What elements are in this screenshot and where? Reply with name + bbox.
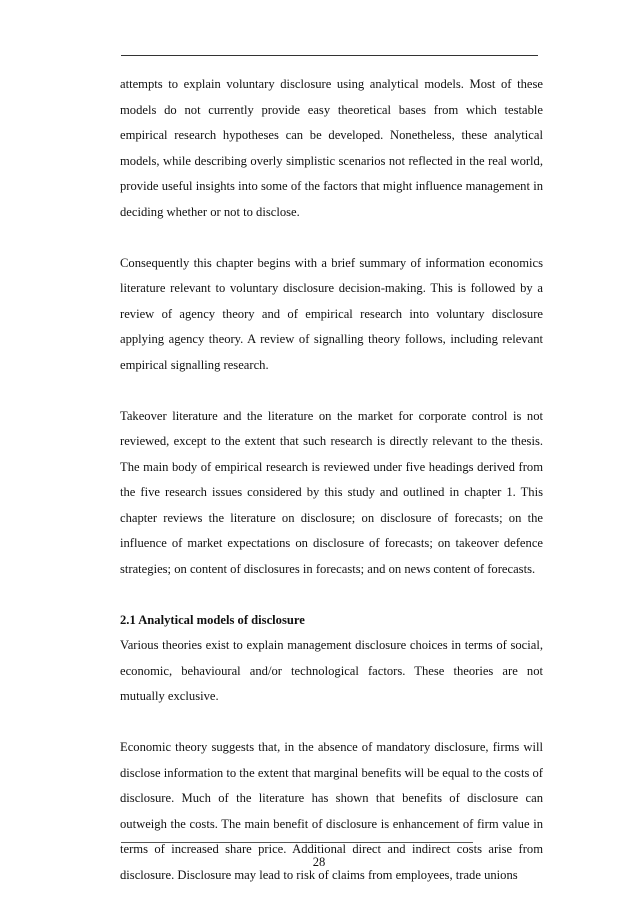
header-rule <box>121 55 538 56</box>
section-heading: 2.1 Analytical models of disclosure <box>120 612 305 627</box>
paragraph-spacer <box>120 582 543 608</box>
page-body <box>120 72 543 888</box>
page-number: 28 <box>312 855 326 869</box>
paragraph-spacer <box>120 710 543 736</box>
body-paragraph: Consequently this chapter begins with a brief summary of information economics literature relevant to voluntary disclosure decision-making. This is followed by a review of agency theory and of empirical research into voluntary disclosure applying agency theory. A review of signalling theory follows, including relevant empirical signalling research. <box>120 255 543 372</box>
body-paragraph: Takeover literature and the literature on the market for corporate control is not reviewed, except to the extent that such research is directly relevant to the thesis. The main body of empirical research is reviewed under five headings derived from the five research issues considered by this study and outlined in chapter 1. This chapter reviews the literature on disclosure; on disclosure of forecasts; on the influence of market expectations on disclosure of forecasts; on takeover defence strategies; on content of disclosures in forecasts; and on news content of forecasts. <box>120 408 543 576</box>
paragraph-spacer <box>120 225 543 251</box>
body-paragraph: Various theories exist to explain management disclosure choices in terms of social, economic, behavioural and/or technological factors. These theories are not mutually exclusive. <box>120 638 543 703</box>
paragraph-spacer <box>120 378 543 404</box>
body-paragraph: Economic theory suggests that, in the absence of mandatory disclosure, firms will disclose information to the extent that marginal benefits will be equal to the costs of disclosure. Much of the literature has shown that benefits of disclosure can outweigh the costs. The main benefit of disclosure is enhancement of firm value in terms of increased share price. Additional direct and indirect costs arise from disclosure. Disclosure may lead to risk of claims from employees, trade unions <box>120 740 543 882</box>
footer-rule <box>121 842 473 843</box>
body-paragraph: attempts to explain voluntary disclosure using analytical models. Most of these models do not currently provide easy theoretical bases from which testable empirical research hypotheses can be developed. Nonetheless, these analytical models, while describing overly simplistic scenarios not reflected in the real world, provide useful insights into some of the factors that might influence management in deciding whether or not to disclose. <box>120 77 543 219</box>
